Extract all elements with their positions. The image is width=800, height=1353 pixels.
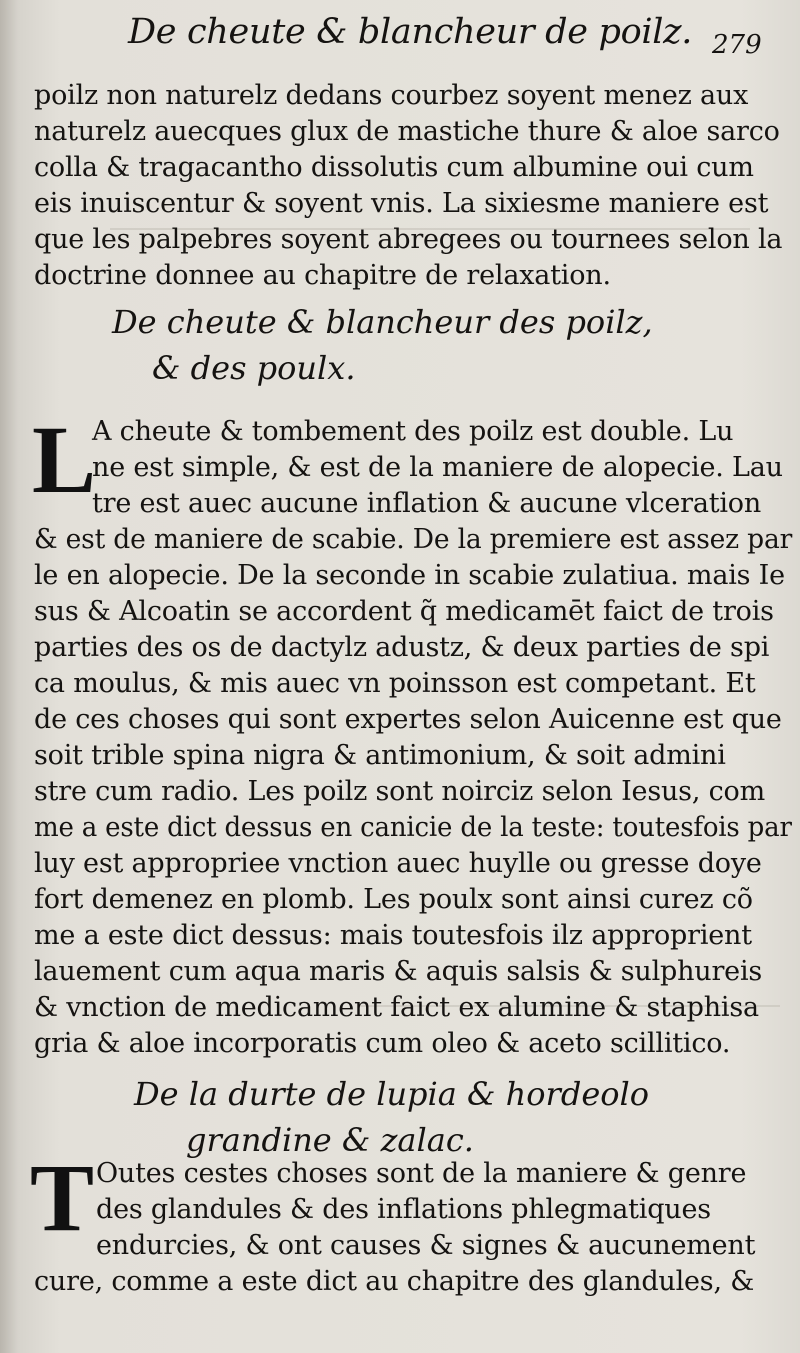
drop-capital: L: [32, 406, 97, 513]
heading-line: grandine & zalac.: [186, 1121, 474, 1159]
running-head: De cheute & blancheur de poilz.: [128, 12, 693, 52]
text-line: endurcies, & ont causes & signes & aucunement: [96, 1230, 756, 1261]
text-line: me a este dict dessus en canicie de la teste: toutesfois par: [34, 812, 792, 843]
text-line: sus & Alcoatin se accordent q̃ medicamēt faict de trois: [34, 596, 774, 627]
text-line: que les palpebres soyent abregees ou tournees selon la: [34, 224, 783, 255]
page-number: 279: [712, 30, 762, 60]
text-line: tre est auec aucune inflation & aucune vlceration: [92, 488, 762, 519]
text-line: lauement cum aqua maris & aquis salsis & sulphureis: [34, 956, 763, 987]
text-line: me a este dict dessus: mais toutesfois ilz approprient: [34, 920, 752, 951]
drop-capital: T: [30, 1144, 95, 1251]
text-line: poilz non naturelz dedans courbez soyent menez aux: [34, 80, 749, 111]
text-line: ca moulus, & mis auec vn poinsson est competant. Et: [34, 668, 756, 699]
text-line: fort demenez en plomb. Les poulx sont ainsi curez cõ: [34, 884, 753, 915]
text-line: naturelz auecques glux de mastiche thure & aloe sarco: [34, 116, 780, 147]
text-line: cure, comme a este dict au chapitre des glandules, &: [34, 1266, 755, 1297]
text-line: gria & aloe incorporatis cum oleo & aceto scillitico.: [34, 1028, 731, 1059]
text-line: & est de maniere de scabie. De la premiere est assez par: [34, 524, 793, 555]
text-line: soit trible spina nigra & antimonium, & soit admini: [34, 740, 726, 771]
text-line: A cheute & tombement des poilz est double. Lu: [92, 416, 734, 447]
text-line: eis inuiscentur & soyent vnis. La sixiesme maniere est: [34, 188, 769, 219]
text-line: stre cum radio. Les poilz sont noirciz selon Iesus, com: [34, 776, 765, 807]
text-line: colla & tragacantho dissolutis cum albumine oui cum: [34, 152, 754, 183]
text-line: parties des os de dactylz adustz, & deux parties de spi: [34, 632, 770, 663]
text-line: le en alopecie. De la seconde in scabie zulatiua. mais Ie: [34, 560, 785, 591]
text-line: ne est simple, & est de la maniere de alopecie. Lau: [92, 452, 783, 483]
heading-line: & des poulx.: [152, 349, 356, 387]
heading-line: De cheute & blancheur des poilz,: [112, 303, 653, 341]
text-line: des glandules & des inflations phlegmatiques: [96, 1194, 711, 1225]
heading-line: De la durte de lupia & hordeolo: [134, 1075, 650, 1113]
text-line: Outes cestes choses sont de la maniere & genre: [96, 1158, 747, 1189]
text-line: doctrine donnee au chapitre de relaxation.: [34, 260, 611, 291]
text-line: de ces choses qui sont expertes selon Auicenne est que: [34, 704, 782, 735]
text-line: & vnction de medicament faict ex alumine & staphisa: [34, 992, 759, 1023]
text-line: luy est appropriee vnction auec huylle ou gresse doye: [34, 848, 762, 879]
